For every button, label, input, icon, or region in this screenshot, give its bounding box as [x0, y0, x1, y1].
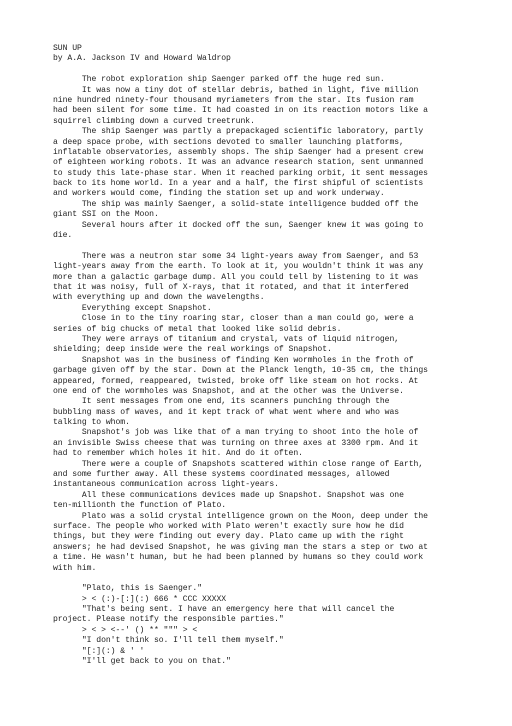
text-line: appeared, formed, reappeared, twisted, broke off like steam on hot rocks. At — [53, 376, 419, 386]
text-line: shielding; deep inside were the real workings of Snapshot. — [53, 345, 332, 355]
text-line: bubbling mass of waves, and it kept track of what went where and who was — [53, 407, 400, 417]
text-line: giant SSI on the Moon. — [53, 210, 159, 220]
blank-line — [53, 241, 484, 251]
text-line: The robot exploration ship Saenger parked off the huge red sun. — [53, 75, 385, 85]
text-line: garbage given off by the star. Down at the Planck length, 10-35 cm, the things — [53, 366, 428, 376]
text-line: Everything except Snapshot. — [53, 303, 212, 313]
text-line: a deep space probe, with sections devoted to smaller launching platforms, — [53, 137, 404, 147]
blank-line — [53, 574, 484, 584]
text-line: All these communications devices made up Snapshot. Snapshot was one — [53, 490, 404, 500]
text-line: to study this late-phase star. When it reached parking orbit, it sent messages — [53, 168, 428, 178]
text-line: "Plato, this is Saenger." — [53, 584, 203, 594]
text-line: "That's being sent. I have an emergency here that will cancel the — [53, 605, 395, 615]
text-line: project. Please notify the responsible parties." — [53, 615, 284, 625]
text-line: nine hundred ninety-four thousand myriameters from the star. Its fusion ram — [53, 95, 414, 105]
text-line: things, but they were finding out every day. Plato came up with the right — [53, 532, 404, 542]
text-line: They were arrays of titanium and crystal, vats of liquid nitrogen, — [53, 334, 400, 344]
text-line: Close in to the tiny roaring star, closer than a man could go, were a — [53, 314, 414, 324]
text-line: instantaneous communication across light-years. — [53, 480, 279, 490]
text-line: ten-millionth the function of Plato. — [53, 501, 227, 511]
text-line: inflatable observatories, assembly shops. The ship Saenger had a present crew — [53, 147, 424, 157]
text-line: series of big chucks of metal that looked like solid debris. — [53, 324, 342, 334]
text-line: with everything up and down the wavelengths. — [53, 293, 265, 303]
text-line: The ship was mainly Saenger, a solid-state intelligence budded off the — [53, 199, 419, 209]
text-line: more than a galactic garbage dump. All you could tell by listening to it was — [53, 272, 419, 282]
text-line: and some further away. All these systems coordinated messages, allowed — [53, 470, 390, 480]
text-line: The ship Saenger was partly a prepackaged scientific laboratory, partly — [53, 127, 424, 137]
text-line: of eighteen working robots. It was an advance research station, sent unmanned — [53, 158, 424, 168]
text-line: "[:](:) & ' ' — [53, 646, 145, 656]
text-line: Several hours after it docked off the sun, Saenger knew it was going to — [53, 220, 424, 230]
text-line: an invisible Swiss cheese that was turning on three axes at 3300 rpm. And it — [53, 438, 419, 448]
text-line: had been silent for some time. It had coasted in on its reaction motors like a — [53, 106, 428, 116]
story-byline: by A.A. Jackson IV and Howard Waldrop — [53, 54, 231, 64]
text-line: Snapshot's job was like that of a man trying to shoot into the hole of — [53, 428, 419, 438]
text-line: "I'll get back to you on that." — [53, 657, 231, 667]
blank-line — [53, 65, 484, 75]
text-line: with him. — [53, 563, 97, 573]
text-line: had to remember which holes it hit. And do it often. — [53, 449, 303, 459]
text-line: It was now a tiny dot of stellar debris, bathed in light, five million — [53, 85, 419, 95]
text-line: answers; he had devised Snapshot, he was giving man the stars a step or two at — [53, 542, 428, 552]
text-line: surface. The people who worked with Plato weren't exactly sure how he did — [53, 521, 404, 531]
text-line: squirrel climbing down a curved treetrunk. — [53, 116, 255, 126]
text-line: and workers would come, finding the station set up and work underway. — [53, 189, 385, 199]
text-line: light-years away from the earth. To look at it, you wouldn't think it was any — [53, 262, 424, 272]
text-line: Plato was a solid crystal intelligence grown on the Moon, deep under the — [53, 511, 428, 521]
text-line: that it was noisy, full of X-rays, that it rotated, and that it interfered — [53, 282, 409, 292]
text-line: one end of the wormholes was Snapshot, and at the other was the Universe. — [53, 386, 404, 396]
text-line: a time. He wasn't human, but he had been planned by humans so they could work — [53, 553, 424, 563]
text-line: talking to whom. — [53, 418, 130, 428]
text-line: "I don't think so. I'll tell them myself." — [53, 636, 284, 646]
text-line: > < (:)-[:](:) 666 * CCC XXXXX — [53, 594, 227, 604]
text-line: There was a neutron star some 34 light-years away from Saenger, and 53 — [53, 251, 419, 261]
text-line: Snapshot was in the business of finding Ken wormholes in the froth of — [53, 355, 414, 365]
text-line: It sent messages from one end, its scanners punching through the — [53, 397, 390, 407]
text-line: There were a couple of Snapshots scattered within close range of Earth, — [53, 459, 424, 469]
text-line: die. — [53, 231, 73, 241]
text-line: > < > <--' () ** """ > < — [53, 625, 198, 635]
story-body — [53, 65, 484, 668]
story-title: SUN UP — [53, 44, 82, 53]
text-line: back to its home world. In a year and a half, the first shipful of scientists — [53, 179, 424, 189]
